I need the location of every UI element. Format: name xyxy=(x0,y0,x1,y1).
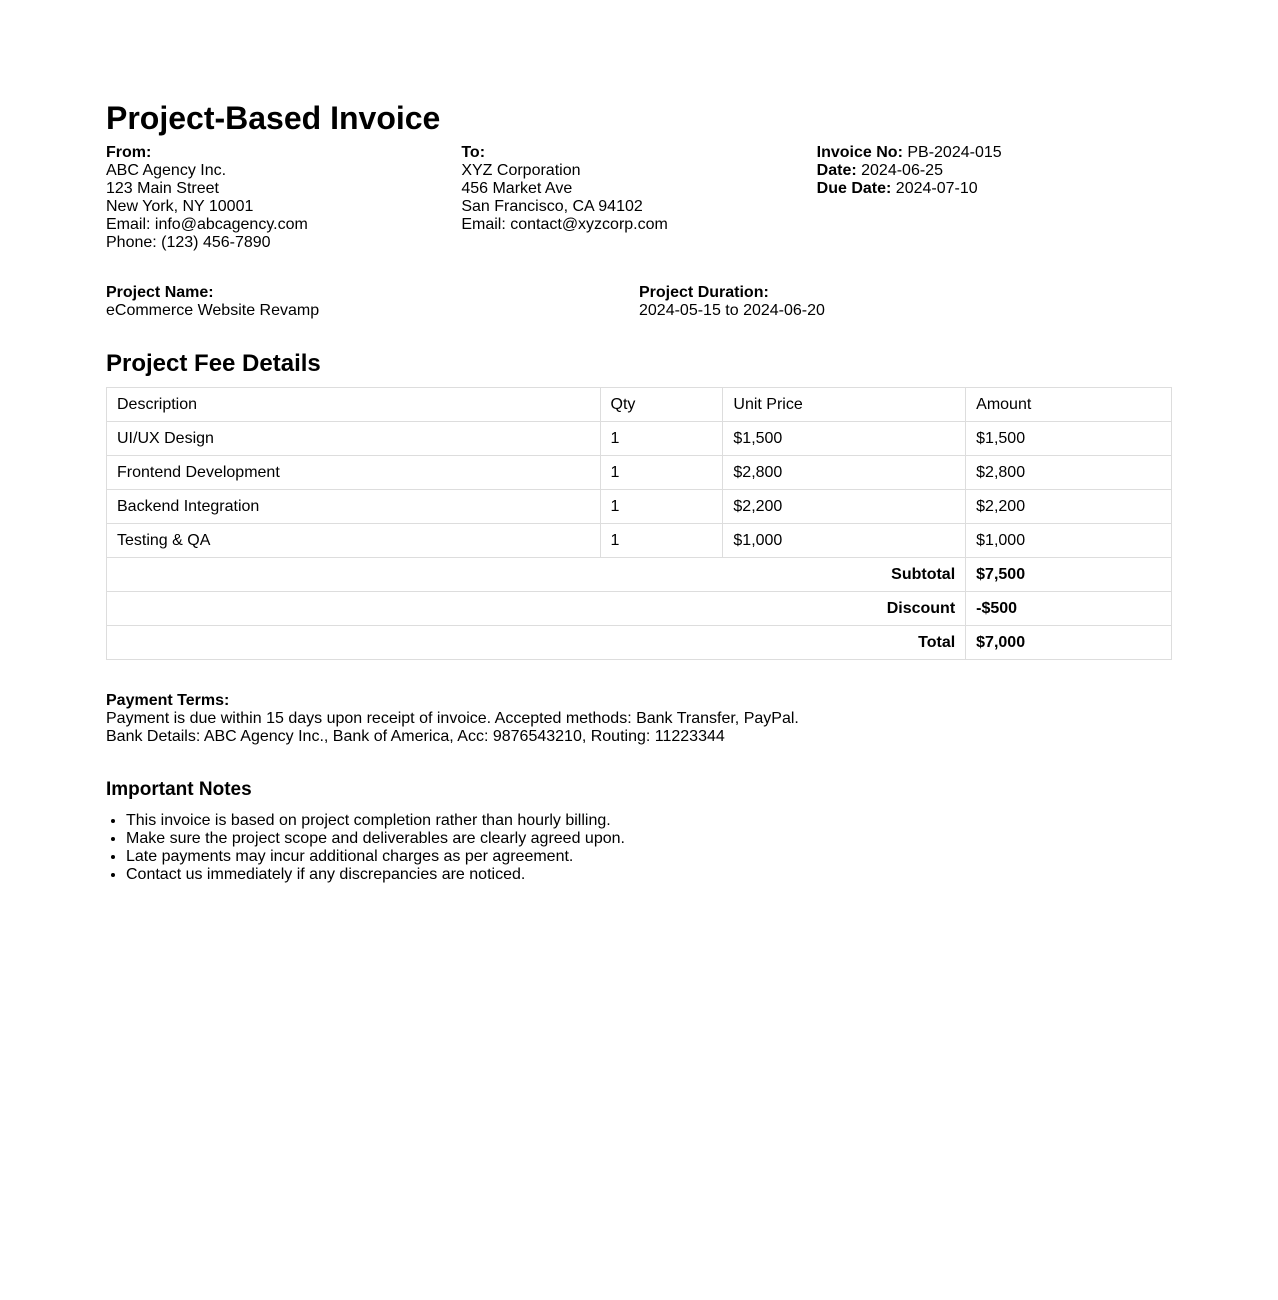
cell-amount: $2,200 xyxy=(966,490,1172,524)
cell-qty: 1 xyxy=(600,422,723,456)
project-name: eCommerce Website Revamp xyxy=(106,302,320,319)
due-date-line xyxy=(817,180,1172,198)
cell-unit-price: $2,200 xyxy=(723,490,966,524)
table-row xyxy=(107,490,1172,524)
cell-description: Testing & QA xyxy=(107,524,601,558)
column-header-unit-price: Unit Price xyxy=(723,388,966,422)
invoice-meta-block xyxy=(817,144,1172,252)
total-row xyxy=(107,626,1172,660)
invoice-date-line xyxy=(817,162,1172,180)
fee-table xyxy=(106,387,1172,660)
invoice-number: PB-2024-015 xyxy=(907,144,1002,161)
cell-amount: $1,500 xyxy=(966,422,1172,456)
notes-list xyxy=(106,812,1172,884)
invoice-date-label: Date: xyxy=(816,162,857,179)
to-city: San Francisco, CA 94102 xyxy=(461,198,643,215)
list-item: • This invoice is based on project completion rather than hourly billing. xyxy=(126,812,1172,830)
table-row xyxy=(107,422,1172,456)
project-name-label: Project Name: xyxy=(106,284,214,301)
fee-table-header-row xyxy=(107,388,1172,422)
list-item: • Late payments may incur additional charges as per agreement. xyxy=(126,848,1172,866)
fee-details-heading: Project Fee Details xyxy=(106,350,321,377)
cell-qty: 1 xyxy=(600,456,723,490)
total-value: $7,000 xyxy=(966,626,1172,660)
to-street: 456 Market Ave xyxy=(461,180,573,197)
from-street: 123 Main Street xyxy=(106,180,219,197)
subtotal-label: Subtotal xyxy=(107,558,966,592)
column-header-description: Description xyxy=(107,388,601,422)
table-row xyxy=(107,456,1172,490)
cell-unit-price: $2,800 xyxy=(723,456,966,490)
cell-unit-price: $1,000 xyxy=(723,524,966,558)
column-header-amount: Amount xyxy=(966,388,1172,422)
payment-terms-text: Payment is due within 15 days upon receipt of invoice. Accepted methods: Bank Transfer, PayPal. xyxy=(106,710,799,727)
payment-terms-label: Payment Terms: xyxy=(106,692,230,709)
invoice-number-label: Invoice No: xyxy=(816,144,903,161)
project-duration: 2024-05-15 to 2024-06-20 xyxy=(639,302,825,319)
due-date: 2024-07-10 xyxy=(895,180,978,197)
cell-qty: 1 xyxy=(600,490,723,524)
from-name: ABC Agency Inc. xyxy=(106,162,227,179)
invoice-page xyxy=(106,98,1172,884)
project-name-block xyxy=(106,284,639,320)
discount-row xyxy=(107,592,1172,626)
discount-value: -$500 xyxy=(966,592,1172,626)
project-duration-block xyxy=(639,284,1172,320)
column-header-qty: Qty xyxy=(600,388,723,422)
table-row xyxy=(107,524,1172,558)
to-label: To: xyxy=(461,144,486,161)
invoice-title: Project-Based Invoice xyxy=(106,100,441,136)
subtotal-value: $7,500 xyxy=(966,558,1172,592)
parties-section xyxy=(106,144,1172,252)
list-item: • Make sure the project scope and deliverables are clearly agreed upon. xyxy=(126,830,1172,848)
from-city: New York, NY 10001 xyxy=(106,198,254,215)
invoice-date: 2024-06-25 xyxy=(861,162,943,179)
cell-description: Frontend Development xyxy=(107,456,601,490)
to-block xyxy=(461,144,816,252)
list-item: • Contact us immediately if any discrepancies are noticed. xyxy=(126,866,1172,884)
from-block xyxy=(106,144,461,252)
cell-amount: $1,000 xyxy=(966,524,1172,558)
payment-terms-section xyxy=(106,692,1172,746)
from-label: From: xyxy=(106,144,152,161)
from-email: Email: info@abcagency.com xyxy=(106,216,308,233)
to-email: Email: contact@xyzcorp.com xyxy=(461,216,668,233)
to-name: XYZ Corporation xyxy=(461,162,581,179)
bank-details-text: Bank Details: ABC Agency Inc., Bank of America, Acc: 9876543210, Routing: 11223344 xyxy=(106,728,725,745)
cell-description: UI/UX Design xyxy=(107,422,601,456)
project-duration-label: Project Duration: xyxy=(639,284,769,301)
from-phone: Phone: (123) 456-7890 xyxy=(106,234,271,251)
total-label: Total xyxy=(107,626,966,660)
invoice-number-line xyxy=(817,144,1172,162)
subtotal-row xyxy=(107,558,1172,592)
due-date-label: Due Date: xyxy=(816,180,892,197)
cell-unit-price: $1,500 xyxy=(723,422,966,456)
cell-description: Backend Integration xyxy=(107,490,601,524)
cell-amount: $2,800 xyxy=(966,456,1172,490)
cell-qty: 1 xyxy=(600,524,723,558)
project-section xyxy=(106,284,1172,320)
notes-heading: Important Notes xyxy=(106,779,252,800)
discount-label: Discount xyxy=(107,592,966,626)
